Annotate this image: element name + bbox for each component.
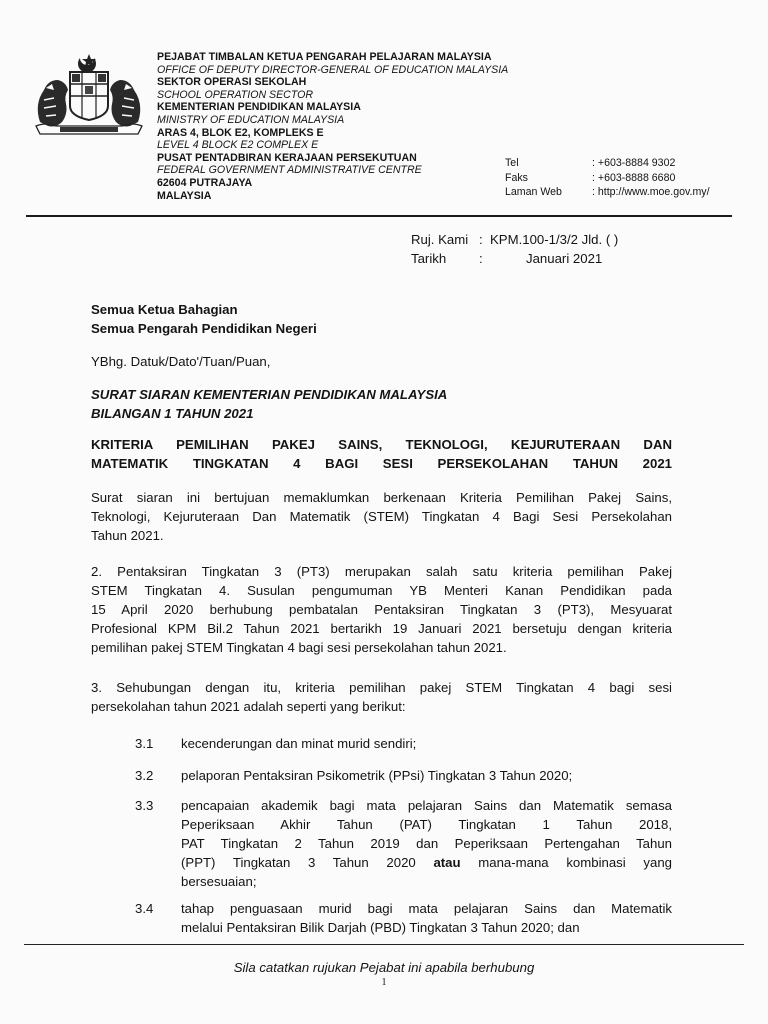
recipient-line: Semua Ketua Bahagian [91,302,238,317]
item-text: Peperiksaan Akhir Tahun (PAT) Tingkatan 1 Tahun 2018, [181,817,672,832]
paragraph-line: persekolahan tahun 2021 adalah seperti yang berikut: [91,699,406,714]
paragraph-line: STEM Tingkatan 4. Susulan pengumuman YB Menteri Kanan Pendidikan pada [91,583,672,598]
salutation-line: YBhg. Datuk/Dato'/Tuan/Puan, [91,354,271,369]
paragraph-line: 15 April 2020 berhubung pembatalan Pentaksiran Tingkatan 3 (PT3), Mesyuarat [91,602,672,617]
letterhead-line: SCHOOL OPERATION SECTOR [157,88,313,101]
recipient-line: Semua Pengarah Pendidikan Negeri [91,321,317,336]
letterhead-divider [26,215,732,217]
item-text: pelaporan Pentaksiran Psikometrik (PPsi) Tingkatan 3 Tahun 2020; [181,768,573,783]
paragraph-line: 3. Sehubungan dengan itu, kriteria pemilihan pakej STEM Tingkatan 4 bagi sesi [91,680,672,695]
ref-colon: : [479,232,483,247]
subject-line: MATEMATIK TINGKATAN 4 BAGI SESI PERSEKOLAHAN TAHUN 2021 [91,456,672,471]
item-text: kecenderungan dan minat murid sendiri; [181,736,417,751]
circular-line: SURAT SIARAN KEMENTERIAN PENDIDIKAN MALAYSIA [91,387,448,402]
malaysia-coat-of-arms-icon [30,52,148,136]
contact-label-tel: Tel [505,157,519,169]
item-text: bersesuaian; [181,874,257,889]
paragraph-line: Teknologi, Kejuruteraan Dan Matematik (STEM) Tingkatan 4 Bagi Sesi Persekolahan [91,509,672,524]
footer-divider [24,944,744,945]
item-number: 3.4 [135,901,154,916]
letterhead-line: PUSAT PENTADBIRAN KERAJAAN PERSEKUTUAN [157,151,417,164]
contact-website-link[interactable]: : http://www.moe.gov.my/ [592,186,710,198]
letterhead-line: MINISTRY OF EDUCATION MALAYSIA [157,113,345,126]
paragraph-3 [91,678,672,716]
item-number: 3.2 [135,768,154,783]
item-text-mixed [181,853,672,872]
letterhead-line: MALAYSIA [157,189,212,202]
item-text: tahap penguasaan murid bagi mata pelajaran Sains dan Matematik [181,901,672,916]
item-number: 3.3 [135,798,154,813]
letterhead-line: ARAS 4, BLOK E2, KOMPLEKS E [157,126,324,139]
subject-line: KRITERIA PEMILIHAN PAKEJ SAINS, TEKNOLOGI, KEJURUTERAAN DAN [91,437,672,452]
letterhead-line: PEJABAT TIMBALAN KETUA PENGARAH PELAJARAN MALAYSIA [157,51,492,63]
subject-title [91,435,672,473]
letterhead-address [157,51,508,202]
paragraph-line: Profesional KPM Bil.2 Tahun 2021 bertarikh 19 Januari 2021 bersetuju dengan kriteria [91,621,672,636]
item-text-part: mana-mana kombinasi yang [460,855,672,870]
item-text: melalui Pentaksiran Bilik Darjah (PBD) Tingkatan 3 Tahun 2020; dan [181,920,580,935]
letterhead-line: KEMENTERIAN PENDIDIKAN MALAYSIA [157,101,361,114]
date-value: Januari 2021 [526,251,603,266]
item-text: pencapaian akademik bagi mata pelajaran Sains dan Matematik semasa [181,798,672,813]
contact-tel: : +603-8884 9302 [592,157,676,169]
contact-values [592,156,710,200]
item-emphasis: atau [433,855,461,870]
item-number: 3.1 [135,736,154,751]
letterhead-line: 62604 PUTRAJAYA [157,176,253,189]
item-text-part: (PPT) Tingkatan 3 Tahun 2020 [181,855,434,870]
letterhead-line: LEVEL 4 BLOCK E2 COMPLEX E [157,139,319,152]
letterhead-line: FEDERAL GOVERNMENT ADMINISTRATIVE CENTRE [157,164,422,177]
date-label: Tarikh [411,251,447,266]
paragraph-line: Surat siaran ini bertujuan memaklumkan berkenaan Kriteria Pemilihan Pakej Sains, [91,490,672,505]
contact-fax: : +603-8888 6680 [592,171,676,184]
footer-note: Sila catatkan rujukan Pejabat ini apabila berhubung [233,960,535,975]
item-text: PAT Tingkatan 2 Tahun 2019 dan Peperiksaan Pertengahan Tahun [181,836,672,851]
recipients [91,300,317,338]
circular-line: BILANGAN 1 TAHUN 2021 [91,406,254,421]
ref-label: Ruj. Kami [411,232,469,247]
contact-labels [505,156,562,200]
salutation [91,352,270,371]
date-colon: : [479,251,483,266]
circular-heading [91,385,447,423]
paragraph-line: pemilihan pakej STEM Tingkatan 4 bagi sesi persekolahan tahun 2021. [91,640,507,655]
paragraph-line: 2. Pentaksiran Tingkatan 3 (PT3) merupakan salah satu kriteria pemilihan Pakej [91,564,672,579]
letterhead-line: OFFICE OF DEPUTY DIRECTOR-GENERAL OF EDUCATION MALAYSIA [157,63,509,76]
paragraph-2 [91,562,672,657]
ref-number: KPM.100-1/3/2 Jld. ( ) [490,232,619,247]
paragraph-line: Tahun 2021. [91,528,164,543]
contact-label-faks: Faks [505,171,528,184]
page-number: 1 [381,977,387,988]
letterhead-line: SEKTOR OPERASI SEKOLAH [157,76,307,89]
contact-label-web: Laman Web [505,186,562,198]
paragraph-1 [91,488,672,545]
